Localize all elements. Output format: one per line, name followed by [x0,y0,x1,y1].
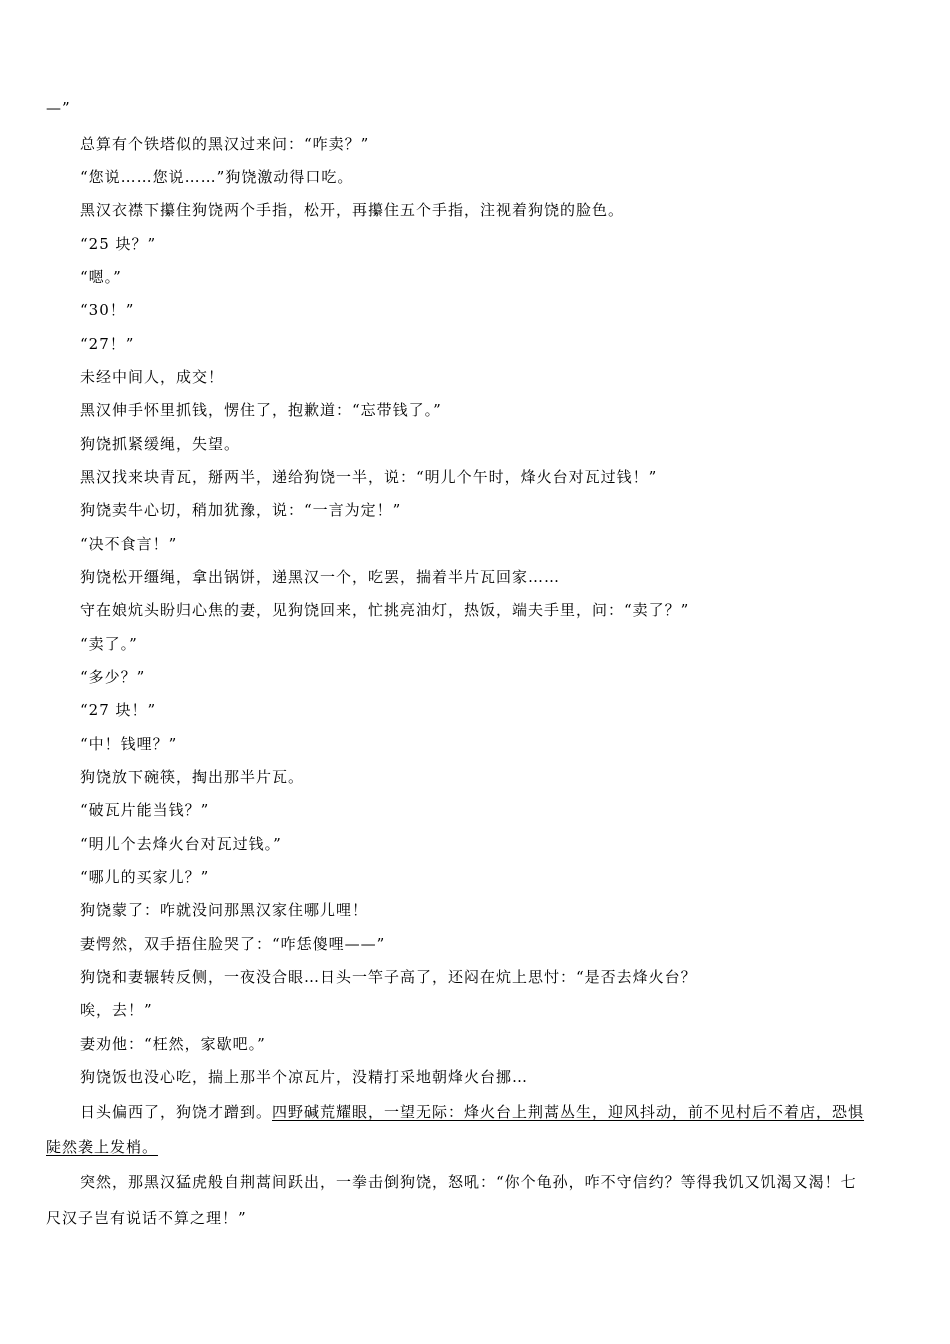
text-line: —” [46,99,71,117]
text-line: “决不食言！” [80,535,178,553]
text-line: “中！钱哩？” [80,735,178,753]
text-line: 狗饶放下碗筷，掏出那半片瓦。 [80,768,305,786]
text-line: “27 块！” [80,701,157,719]
text-line: 守在娘炕头盼归心焦的妻，见狗饶回来，忙挑亮油灯，热饭，端夫手里，问：“卖了？” [80,601,690,619]
text-line: “明儿个去烽火台对瓦过钱。” [80,835,282,853]
text-line: 未经中间人，成交！ [80,368,225,386]
text-line: “哪儿的买家儿？” [80,868,210,886]
text-line: 妻劝他：“枉然，家歇吧。” [80,1035,266,1053]
text-line: “嗯。” [80,268,122,286]
text-line: 黑汉伸手怀里抓钱，愣住了，抱歉道：“忘带钱了。” [80,401,442,419]
paragraph-prefix: 日头偏西了，狗饶才蹭到。 [80,1103,273,1121]
underlined-paragraph-line [80,1102,864,1122]
text-line: 狗饶抓紧缓绳，失望。 [80,435,241,453]
text-line: 总算有个铁塔似的黑汉过来问：“咋卖？” [80,135,370,153]
text-line: 黑汉找来块青瓦，掰两半，递给狗饶一半，说：“明儿个午时，烽火台对瓦过钱！” [80,468,658,486]
text-line: 突然，那黑汉猛虎般自荆蒿间跃出，一拳击倒狗饶，怒吼：“你个龟孙，咋不守信约？等得我饥又饥渴又渴！七 [80,1173,857,1191]
text-line: “多少？” [80,668,146,686]
text-line: 狗饶饭也没心吃，揣上那半个凉瓦片，没精打采地朝烽火台挪… [80,1068,529,1086]
text-line: “30！” [80,301,135,319]
text-line: “25 块？” [80,235,157,253]
text-line: “卖了。” [80,635,138,653]
text-line: “27！” [80,335,135,353]
text-line: 唉，去！” [80,1001,153,1019]
underlined-text: 陡然袭上发梢。 [46,1138,159,1156]
text-line: 狗饶松开缰绳，拿出锅饼，递黑汉一个，吃罢，揣着半片瓦回家…… [80,568,561,586]
text-line: 狗饶和妻辗转反侧，一夜没合眼…日头一竿子高了，还闷在炕上思忖：“是否去烽火台？ [80,968,697,986]
text-line: 狗饶卖牛心切，稍加犹豫，说：“一言为定！” [80,501,402,519]
text-line: 尺汉子岂有说话不算之理！” [46,1209,247,1227]
underlined-text: 四野碱荒耀眼，一望无际：烽火台上荆蒿丛生，迎风抖动，前不见村后不着店，恐惧 [272,1103,865,1121]
text-line: 妻愕然，双手捂住脸哭了：“咋恁傻哩——” [80,935,386,953]
text-line: 黑汉衣襟下攥住狗饶两个手指，松开，再攥住五个手指，注视着狗饶的脸色。 [80,201,625,219]
text-line: 狗饶蒙了：咋就没问那黑汉家住哪儿哩！ [80,901,369,919]
text-line: “破瓦片能当钱？” [80,801,210,819]
text-line: “您说……您说……”狗饶激动得口吃。 [80,168,354,186]
underlined-paragraph-line [46,1137,158,1157]
